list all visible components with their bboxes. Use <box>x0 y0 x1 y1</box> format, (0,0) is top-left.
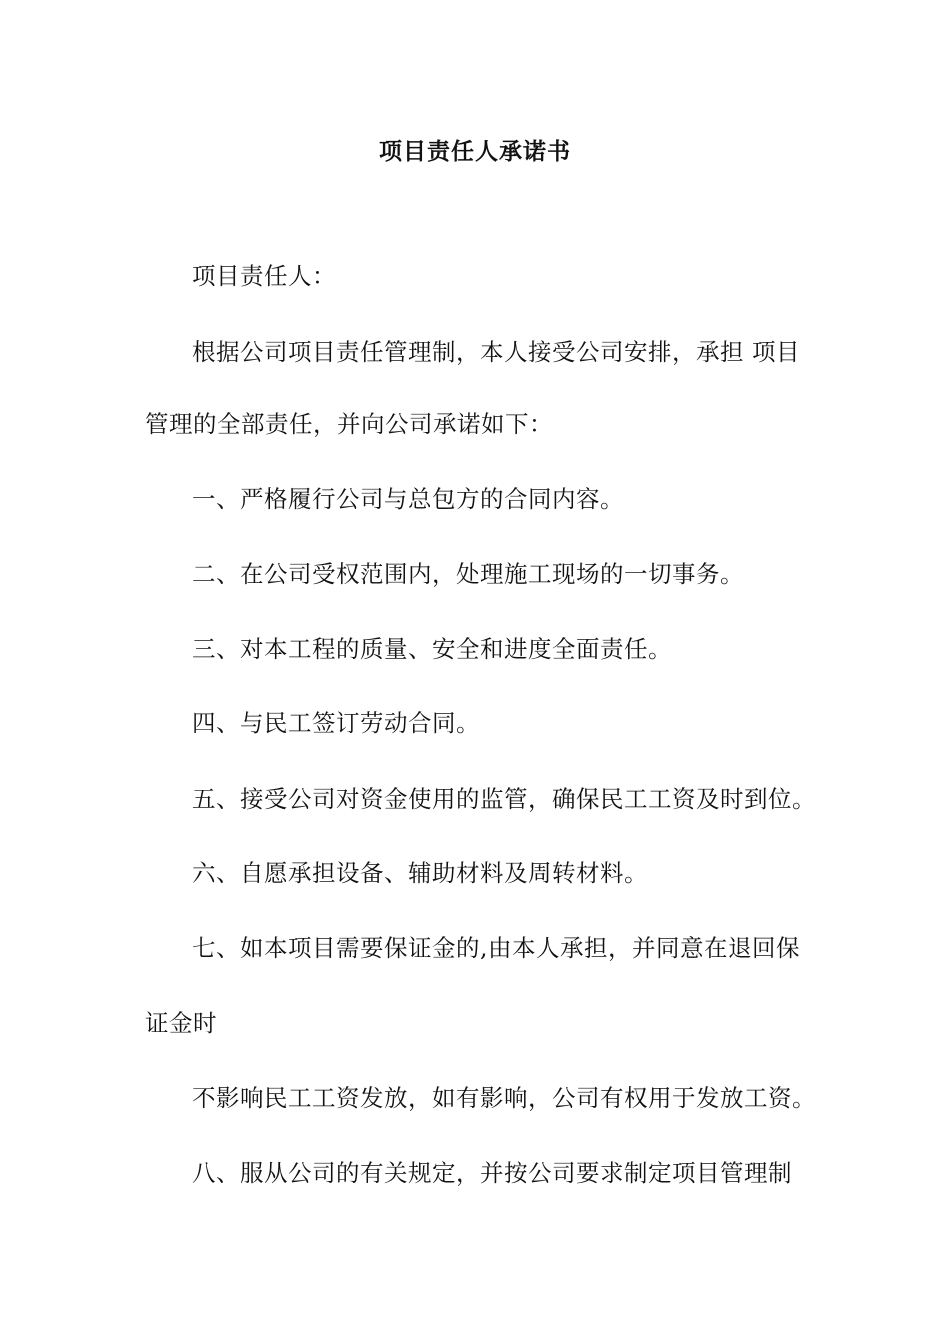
clause-line: 五、接受公司对资金使用的监管，确保民工工资及时到位。 <box>192 785 816 813</box>
clause-line: 三、对本工程的质量、安全和进度全面责任。 <box>192 635 672 663</box>
clause-line: 四、与民工签订劳动合同。 <box>192 709 480 737</box>
clause-line: 八、服从公司的有关规定，并按公司要求制定项目管理制 <box>192 1159 792 1187</box>
clause-line: 二、在公司受权范围内，处理施工现场的一切事务。 <box>192 560 744 588</box>
clause-line: 一、严格履行公司与总包方的合同内容。 <box>192 485 624 513</box>
clause-line: 六、自愿承担设备、辅助材料及周转材料。 <box>192 859 648 887</box>
document-title: 项目责任人承诺书 <box>379 139 571 165</box>
paragraph-line: 根据公司项目责任管理制，本人接受公司安排，承担 项目 <box>192 338 800 366</box>
clause-line: 证金时 <box>145 1009 217 1037</box>
clause-line: 不影响民工工资发放，如有影响，公司有权用于发放工资。 <box>192 1084 816 1112</box>
addressee-line: 项目责任人： <box>192 262 336 290</box>
paragraph-line: 管理的全部责任，并向公司承诺如下： <box>145 410 553 438</box>
clause-line: 七、如本项目需要保证金的,由本人承担，并同意在退回保 <box>192 934 800 962</box>
